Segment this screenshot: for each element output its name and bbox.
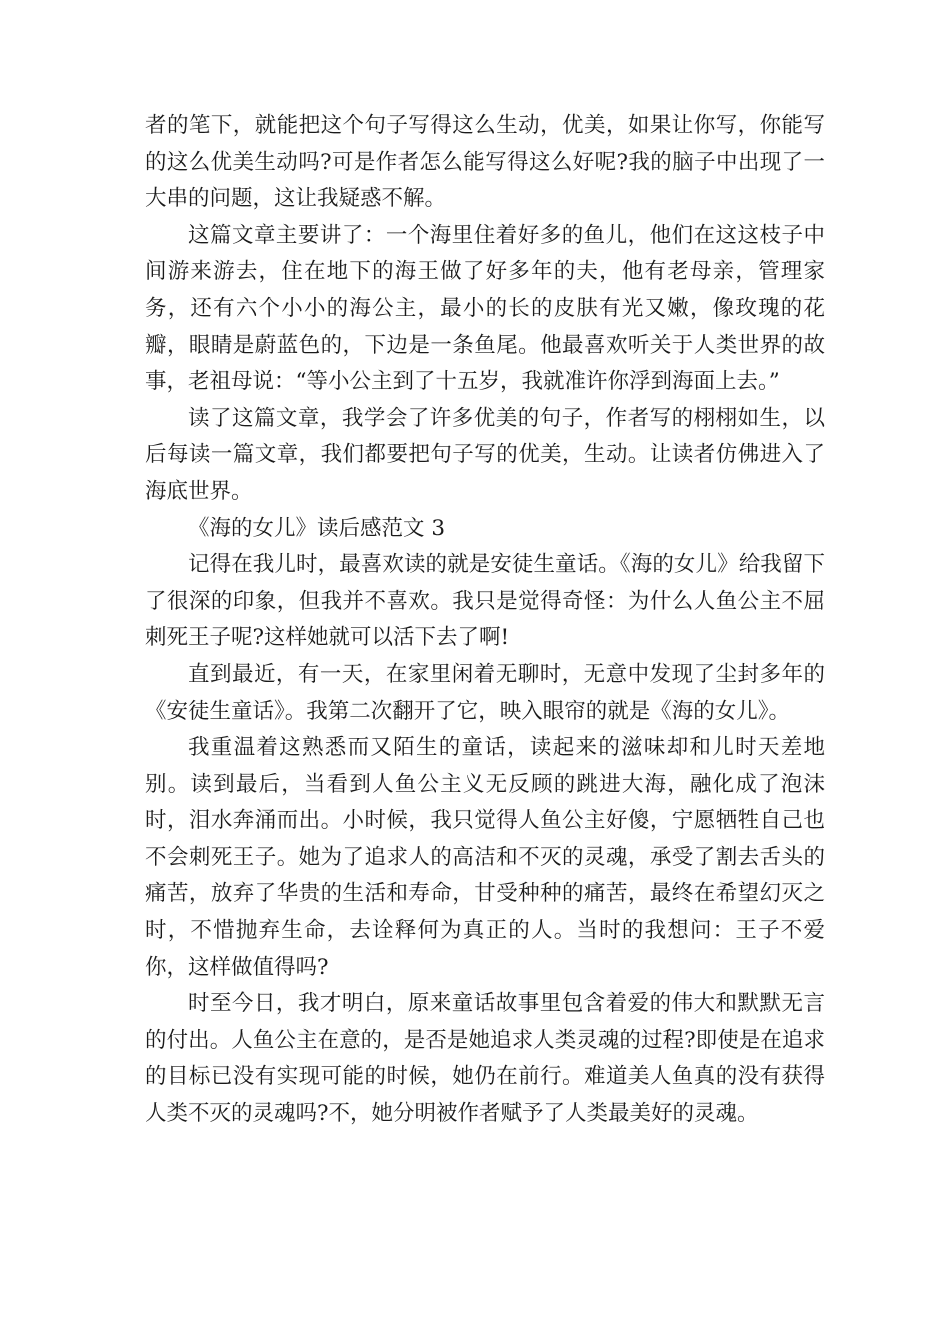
paragraph-rereading: 我重温着这熟悉而又陌生的童话，读起来的滋味却和儿时天差地别。读到最后，当看到人鱼公主义无反顾的跳进大海，融化成了泡沫时，泪水奔涌而出。小时候，我只觉得人鱼公主好傻，宁愿牺牲自己也不会刺死王子。她为了追求人的高洁和不灭的灵魂，承受了割去舌头的痛苦，放弃了华贵的生活和寿命，甘受种种的痛苦，最终在希望幻灭之时，不惜抛弃生命，去诠释何为真正的人。当时的我想问：王子不爱你，这样做值得吗? (145, 735, 825, 980)
paragraph-summary: 这篇文章主要讲了：一个海里住着好多的鱼儿，他们在这这枝子中间游来游去，住在地下的海王做了好多年的夫，他有老母亲，管理家务，还有六个小小的海公主，最小的长的皮肤有光又嫩，像玫瑰的花瓣，眼睛是蔚蓝色的，下边是一条鱼尾。他最喜欢听关于人类世界的故事，老祖母说：“等小公主到了十五岁，我就准许你浮到海面上去。” (145, 222, 825, 395)
paragraph-reflection: 读了这篇文章，我学会了许多优美的句子，作者写的栩栩如生，以后每读一篇文章，我们都要把句子写的优美，生动。让读者仿佛进入了海底世界。 (145, 405, 825, 504)
section-heading: 《海的女儿》读后感范文 3 (188, 515, 446, 541)
paragraph-childhood: 记得在我儿时，最喜欢读的就是安徒生童话。《海的女儿》给我留下了很深的印象，但我并不喜欢。我只是觉得奇怪：为什么人鱼公主不屈刺死王子呢?这样她就可以活下去了啊! (145, 552, 825, 651)
paragraph-conclusion: 时至今日，我才明白，原来童话故事里包含着爱的伟大和默默无言的付出。人鱼公主在意的，是否是她追求人类灵魂的过程?即使是在追求的目标已没有实现可能的时候，她仍在前行。难道美人鱼真的没有获得人类不灭的灵魂吗?不，她分明被作者赋予了人类最美好的灵魂。 (145, 991, 825, 1127)
paragraph-rediscovery: 直到最近，有一天，在家里闲着无聊时，无意中发现了尘封多年的《安徒生童话》。我第二次翻开了它，映入眼帘的就是《海的女儿》。 (145, 661, 825, 724)
document-body (145, 108, 825, 1133)
paragraph-continuation: 者的笔下，就能把这个句子写得这么生动，优美，如果让你写，你能写的这么优美生动吗?可是作者怎么能写得这么好呢?我的脑子中出现了一大串的问题，这让我疑惑不解。 (145, 113, 825, 212)
